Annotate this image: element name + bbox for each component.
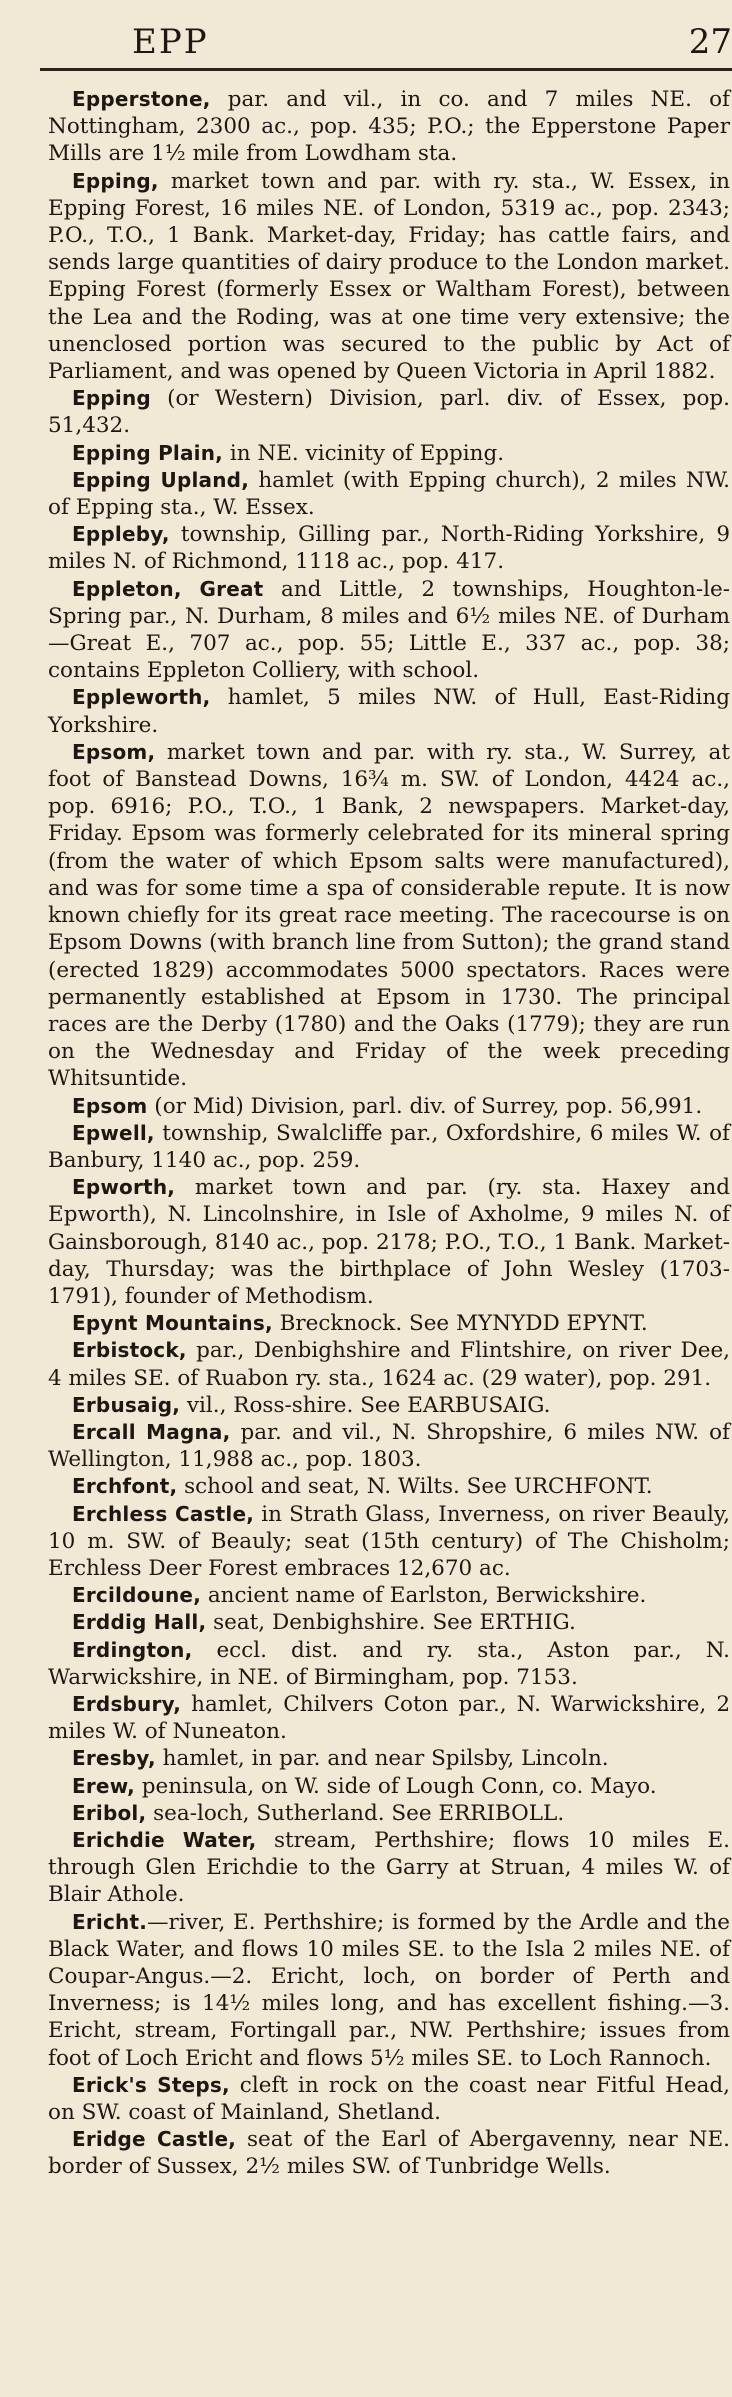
entry-headword: Epworth, <box>72 1175 176 1200</box>
entry-headword: Epping <box>72 386 151 411</box>
entry-text: school and seat, N. Wilts. See URCHFONT. <box>177 1474 653 1500</box>
entry-text: cleft in rock on the coast near Fitful Head, on SW. coast of Mainland, Shetland. <box>48 2072 730 2126</box>
gazetteer-entry <box>48 521 730 575</box>
entry-text: hamlet, 5 miles NW. of Hull, East-Riding Yorkshire. <box>48 685 730 738</box>
entry-headword: Erbusaig, <box>72 1392 181 1417</box>
entry-text: in NE. vicinity of Epping. <box>222 440 505 466</box>
gazetteer-entry <box>48 168 730 386</box>
gazetteer-entry <box>48 1609 730 1636</box>
entry-headword: Epping Upland, <box>72 467 250 492</box>
entry-text: peninsula, on W. side of Lough Conn, co. Mayo. <box>134 1773 657 1799</box>
entry-headword: Eribol, <box>72 1800 147 1825</box>
entry-text: par., Denbighshire and Flintshire, on river Dee, 4 miles SE. of Ruabon ry. sta., 1624 ac. (29 water), pop. 291. <box>48 1338 730 1391</box>
entry-text: in Strath Glass, Inverness, on river Beauly, 10 m. SW. of Beauly; seat (15th century) of The Chisholm; Erchless Deer Forest embraces 12,670 ac. <box>48 1501 731 1581</box>
entry-headword: Erchless Castle, <box>72 1501 255 1526</box>
gazetteer-entry <box>48 1501 730 1583</box>
gazetteer-entry <box>48 1637 730 1691</box>
gazetteer-entry <box>48 1392 730 1419</box>
gazetteer-entry <box>48 684 730 738</box>
gazetteer-entry <box>48 385 730 439</box>
entry-headword: Erddig Hall, <box>72 1610 207 1635</box>
gazetteer-entry <box>48 1909 730 2072</box>
gazetteer-entry <box>48 467 730 521</box>
gazetteer-entry <box>48 1691 730 1745</box>
entry-headword: Eresby, <box>72 1746 156 1771</box>
entry-text: eccl. dist. and ry. sta., Aston par., N. Warwickshire, in NE. of Birmingham, pop. 7153. <box>48 1637 730 1690</box>
entry-headword: Erchfont, <box>72 1474 178 1499</box>
gazetteer-entry <box>48 1745 730 1772</box>
running-head: EPP <box>132 22 209 62</box>
entry-text: township, Swalcliffe par., Oxfordshire, 6 miles W. of Banbury, 1140 ac., pop. 259. <box>48 1120 730 1173</box>
page-number: 27 <box>688 22 732 62</box>
entry-text: market town and par. with ry. sta., W. Surrey, at foot of Banstead Downs, 16¾ m. SW. of London, 4424 ac., pop. 6916; P.O., T.O., 1 Bank, 2 newspapers. Market-day, Friday. Epsom was formerly celebrated for its mineral spring (from the water of which Epsom salts were manufactured), and was for some time a spa of considerable repute. It is now known chiefly for its great race meeting. The racecourse is on Epsom Downs (with branch line from Sutton); the grand stand (erected 1829) accommodates 5000 spectators. Races were permanently established at Epsom in 1730. The principal races are the Derby (1780) and the Oaks (1779); they are run on the Wednesday and Friday of the week preceding Whitsuntide. <box>48 739 730 1092</box>
entry-text: township, Gilling par., North-Riding Yorkshire, 9 miles N. of Richmond, 1118 ac., pop. 417. <box>48 522 730 575</box>
entry-headword: Ericht. <box>72 1909 148 1934</box>
entry-text: and Little, 2 townships, Houghton-le-Spring par., N. Durham, 8 miles and 6½ miles NE. of Durham—Great E., 707 ac., pop. 55; Little E., 337 ac., pop. 38; contains Eppleton Colliery, with school. <box>48 576 731 684</box>
entry-text: sea-loch, Sutherland. See ERRIBOLL. <box>146 1800 565 1826</box>
entry-text: Brecknock. See MYNYDD EPYNT. <box>272 1311 648 1337</box>
entry-headword: Epping Plain, <box>72 440 223 465</box>
entry-headword: Ercall Magna, <box>72 1419 231 1444</box>
entry-headword: Erichdie Water, <box>72 1828 257 1852</box>
entry-text: par. and vil., in co. and 7 miles NE. of Nottingham, 2300 ac., pop. 435; P.O.; the Epperstone Paper Mills are 1½ mile from Lowdham sta. <box>48 87 730 167</box>
entry-text: —river, E. Perthshire; is formed by the Ardle and the Black Water, and flows 10 miles SE. to the Isla 2 miles NE. of Coupar-Angus.—2. Ericht, loch, on border of Perth and Inverness; is 14½ miles long, and has excellent fishing.—3. Ericht, stream, Fortingall par., NW. Perthshire; issues from foot of Loch Ericht and flows 5½ miles SE. to Loch Rannoch. <box>48 1909 730 2071</box>
entry-headword: Epynt Mountains, <box>72 1311 273 1336</box>
gazetteer-entry <box>48 1174 730 1310</box>
entry-headword: Epsom <box>72 1093 148 1118</box>
gazetteer-entry <box>48 1473 730 1500</box>
entry-headword: Erew, <box>72 1773 135 1798</box>
entry-headword: Eppleworth, <box>72 685 211 710</box>
entry-text: ancient name of Earlston, Berwickshire. <box>201 1583 647 1609</box>
gazetteer-entry <box>48 1120 730 1174</box>
entry-text: market town and par. (ry. sta. Haxey and Epworth), N. Lincolnshire, in Isle of Axholme, 9 miles N. of Gainsborough, 8140 ac., pop. 2178; P.O., T.O., 1 Bank. Market-day, Thursday; was the birthplace of John Wesley (1703-1791), founder of Methodism. <box>48 1175 730 1309</box>
entry-headword: Eppleton, Great <box>72 576 264 601</box>
page-header <box>0 0 732 70</box>
gazetteer-entry <box>48 2072 730 2126</box>
entry-headword: Epwell, <box>72 1120 155 1145</box>
gazetteer-entry <box>48 1827 730 1909</box>
gazetteer-entries <box>48 86 730 2181</box>
gazetteer-entry <box>48 2126 730 2180</box>
gazetteer-entry <box>48 739 730 1093</box>
header-rule <box>40 68 732 71</box>
entry-headword: Erick's Steps, <box>72 2072 230 2097</box>
entry-headword: Erbistock, <box>72 1338 187 1363</box>
entry-text: hamlet (with Epping church), 2 miles NW. of Epping sta., W. Essex. <box>48 467 731 521</box>
gazetteer-entry <box>48 1337 730 1391</box>
gazetteer-entry <box>48 1800 730 1827</box>
entry-headword: Epping, <box>72 168 159 193</box>
entry-text: hamlet, in par. and near Spilsby, Lincoln. <box>155 1746 609 1772</box>
gazetteer-entry <box>48 1773 730 1800</box>
entry-text: (or Mid) Division, parl. div. of Surrey, pop. 56,991. <box>147 1093 703 1119</box>
entry-headword: Erdsbury, <box>72 1691 182 1716</box>
entry-text: seat, Denbighshire. See ERTHIG. <box>206 1610 576 1636</box>
entry-text: vil., Ross-shire. See EARBUSAIG. <box>180 1392 551 1418</box>
entry-text: seat of the Earl of Abergavenny, near NE. border of Sussex, 2½ miles SW. of Tunbridge Wells. <box>48 2127 730 2180</box>
gazetteer-entry <box>48 576 730 685</box>
entry-text: hamlet, Chilvers Coton par., N. Warwickshire, 2 miles W. of Nuneaton. <box>48 1691 730 1745</box>
gazetteer-entry <box>48 1582 730 1609</box>
gazetteer-entry <box>48 1310 730 1337</box>
entry-headword: Eppleby, <box>72 522 170 547</box>
entry-headword: Epperstone, <box>72 87 211 111</box>
gazetteer-entry <box>48 440 730 467</box>
entry-headword: Eridge Castle, <box>72 2127 237 2152</box>
gazetteer-entry <box>48 86 730 168</box>
gazetteer-entry <box>48 1093 730 1120</box>
entry-text: (or Western) Division, parl. div. of Essex, pop. 51,432. <box>48 386 730 439</box>
entry-text: par. and vil., N. Shropshire, 6 miles NW. of Wellington, 11,988 ac., pop. 1803. <box>48 1419 730 1473</box>
entry-headword: Epsom, <box>72 739 156 764</box>
entry-text: market town and par. with ry. sta., W. Essex, in Epping Forest, 16 miles NE. of London, 5319 ac., pop. 2343; P.O., T.O., 1 Bank. Market-day, Friday; has cattle fairs, and sends large quantities of dairy produce to the London market. Epping Forest (formerly Essex or Waltham Forest), between the Lea and the Roding, was at one time very extensive; the unenclosed portion was secured to the public by Act of Parliament, and was opened by Queen Victoria in April 1882. <box>48 168 730 385</box>
entry-text: stream, Perthshire; flows 10 miles E. through Glen Erichdie to the Garry at Struan, 4 miles W. of Blair Athole. <box>48 1828 730 1908</box>
entry-headword: Erdington, <box>72 1637 193 1662</box>
entry-headword: Ercildoune, <box>72 1583 201 1608</box>
gazetteer-entry <box>48 1419 730 1473</box>
